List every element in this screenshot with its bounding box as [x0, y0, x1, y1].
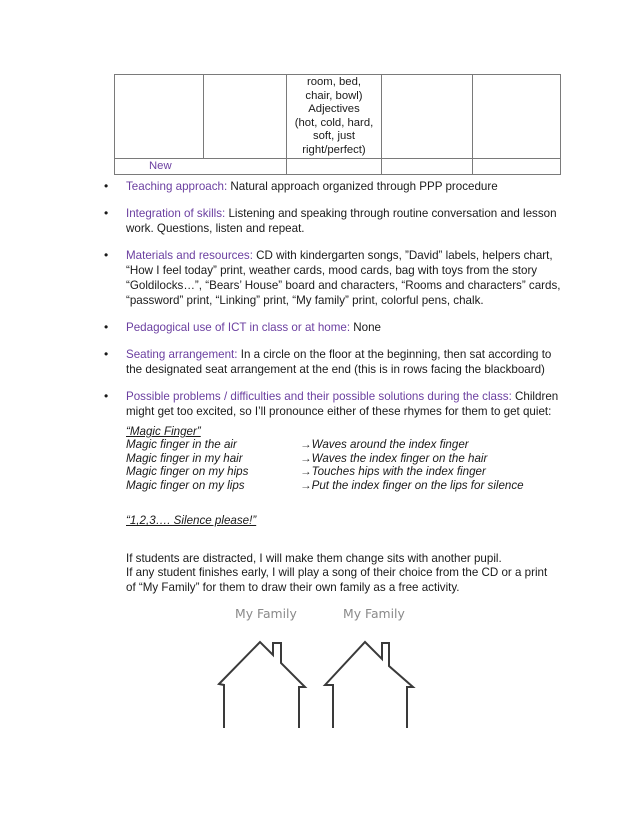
bullet-icon: •: [104, 248, 109, 262]
cell-line: Adjectives: [308, 103, 360, 116]
item-text: Listening and speaking through routine conversation and lesson work. Questions, listen and repeat.: [126, 207, 557, 235]
bullet-list: [104, 179, 564, 431]
bullet-icon: •: [104, 389, 109, 403]
house-outline-icon: [325, 642, 413, 728]
rhyme-action-text: Put the index finger on the lips for silence: [311, 478, 524, 492]
bullet-icon: •: [104, 179, 109, 193]
rhyme-line: [126, 452, 566, 465]
table-cell: [204, 75, 287, 159]
closing-paragraph: [126, 552, 566, 595]
new-label: New: [149, 159, 172, 172]
cell-line: chair, bowl): [305, 89, 363, 102]
table-cell: [287, 75, 382, 159]
rhyme-action: [300, 438, 469, 451]
list-item: [104, 206, 564, 236]
list-item: [104, 248, 564, 308]
table-cell: [473, 75, 561, 159]
cell-line: right/perfect): [302, 143, 366, 156]
cell-line: room, bed,: [306, 76, 361, 88]
rhyme-verse: Magic finger in the air: [126, 438, 237, 452]
item-text: In a circle on the floor at the beginning, then sat according to the designated seat arrangement at the end (this is in rows facing the blackboard): [126, 348, 552, 376]
list-item: [104, 320, 564, 335]
arrow-icon: →: [300, 478, 312, 492]
arrow-icon: →: [300, 451, 312, 465]
paragraph-line: If students are distracted, I will make them change sits with another pupil.: [126, 552, 502, 565]
list-item: [104, 347, 564, 377]
list-item: [104, 389, 564, 419]
item-text: Natural approach organized through PPP procedure: [227, 180, 498, 193]
silence-rhyme-title: “1,2,3…. Silence please!”: [126, 514, 257, 527]
rhyme-line: [126, 465, 566, 478]
rhyme-line: [126, 438, 566, 451]
rhyme-verse: Magic finger on my lips: [126, 478, 245, 492]
my-family-print: [215, 598, 445, 728]
rhyme-action-text: Touches hips with the index finger: [311, 465, 486, 479]
item-label: Integration of skills:: [126, 207, 226, 220]
paragraph-line: If any student finishes early, I will play a song of their choice from the CD or a print: [126, 566, 548, 580]
table-cell: [287, 158, 382, 174]
rhyme-action: [300, 452, 487, 465]
arrow-icon: →: [300, 465, 312, 479]
cell-line: soft, just: [312, 130, 356, 143]
magic-finger-rhyme: [126, 425, 566, 492]
rhyme-action: [300, 465, 486, 478]
lesson-plan-table: [114, 74, 561, 175]
item-text: None: [350, 321, 381, 334]
table-row: [115, 158, 561, 174]
rhyme-action: [300, 479, 524, 492]
table-cell: [382, 158, 473, 174]
list-item: [104, 179, 564, 194]
house-title: My Family: [235, 606, 297, 621]
paragraph-line: of “My Family” for them to draw their own family as a free activity.: [126, 580, 460, 594]
rhyme-line: [126, 479, 566, 492]
houses-drawing: [215, 598, 445, 728]
item-label: Materials and resources:: [126, 249, 253, 262]
rhyme-verse: Magic finger in my hair: [126, 451, 243, 465]
rhyme-action-text: Waves the index finger on the hair: [311, 451, 488, 465]
arrow-icon: →: [300, 438, 312, 452]
rhyme-action-text: Waves around the index finger: [311, 438, 469, 452]
vocabulary-cell: [287, 75, 381, 158]
cell-line: (hot, cold, hard,: [294, 116, 374, 129]
bullet-icon: •: [104, 347, 109, 361]
item-label: Teaching approach:: [126, 180, 228, 193]
bullet-icon: •: [104, 320, 109, 334]
item-label: Possible problems / difficulties and their possible solutions during the class:: [126, 390, 512, 403]
house-outline-icon: [219, 642, 305, 728]
item-label: Pedagogical use of ICT in class or at home:: [126, 321, 351, 334]
table-cell: [115, 158, 287, 174]
rhyme-title: “Magic Finger”: [126, 425, 201, 438]
table-cell: [473, 158, 561, 174]
rhyme-verse: Magic finger on my hips: [126, 465, 249, 479]
item-text: CD with kindergarten songs, ”David” labels, helpers chart, “How I feel today” print, weather cards, mood cards, bag with toys from the story “Goldilocks…”, “Bears’ House” board and characters, “Rooms and characters” cards, “password” print, “Linking” print, “My family” print, colorful pens, chalk.: [126, 249, 561, 307]
table-cell: [115, 75, 204, 159]
table-row: [115, 75, 561, 159]
item-text: Children might get too excited, so I’ll pronounce either of these rhymes for them to get quiet:: [126, 390, 559, 418]
bullet-icon: •: [104, 206, 109, 220]
house-title: My Family: [343, 606, 405, 621]
table-cell: [382, 75, 473, 159]
item-label: Seating arrangement:: [126, 348, 238, 361]
